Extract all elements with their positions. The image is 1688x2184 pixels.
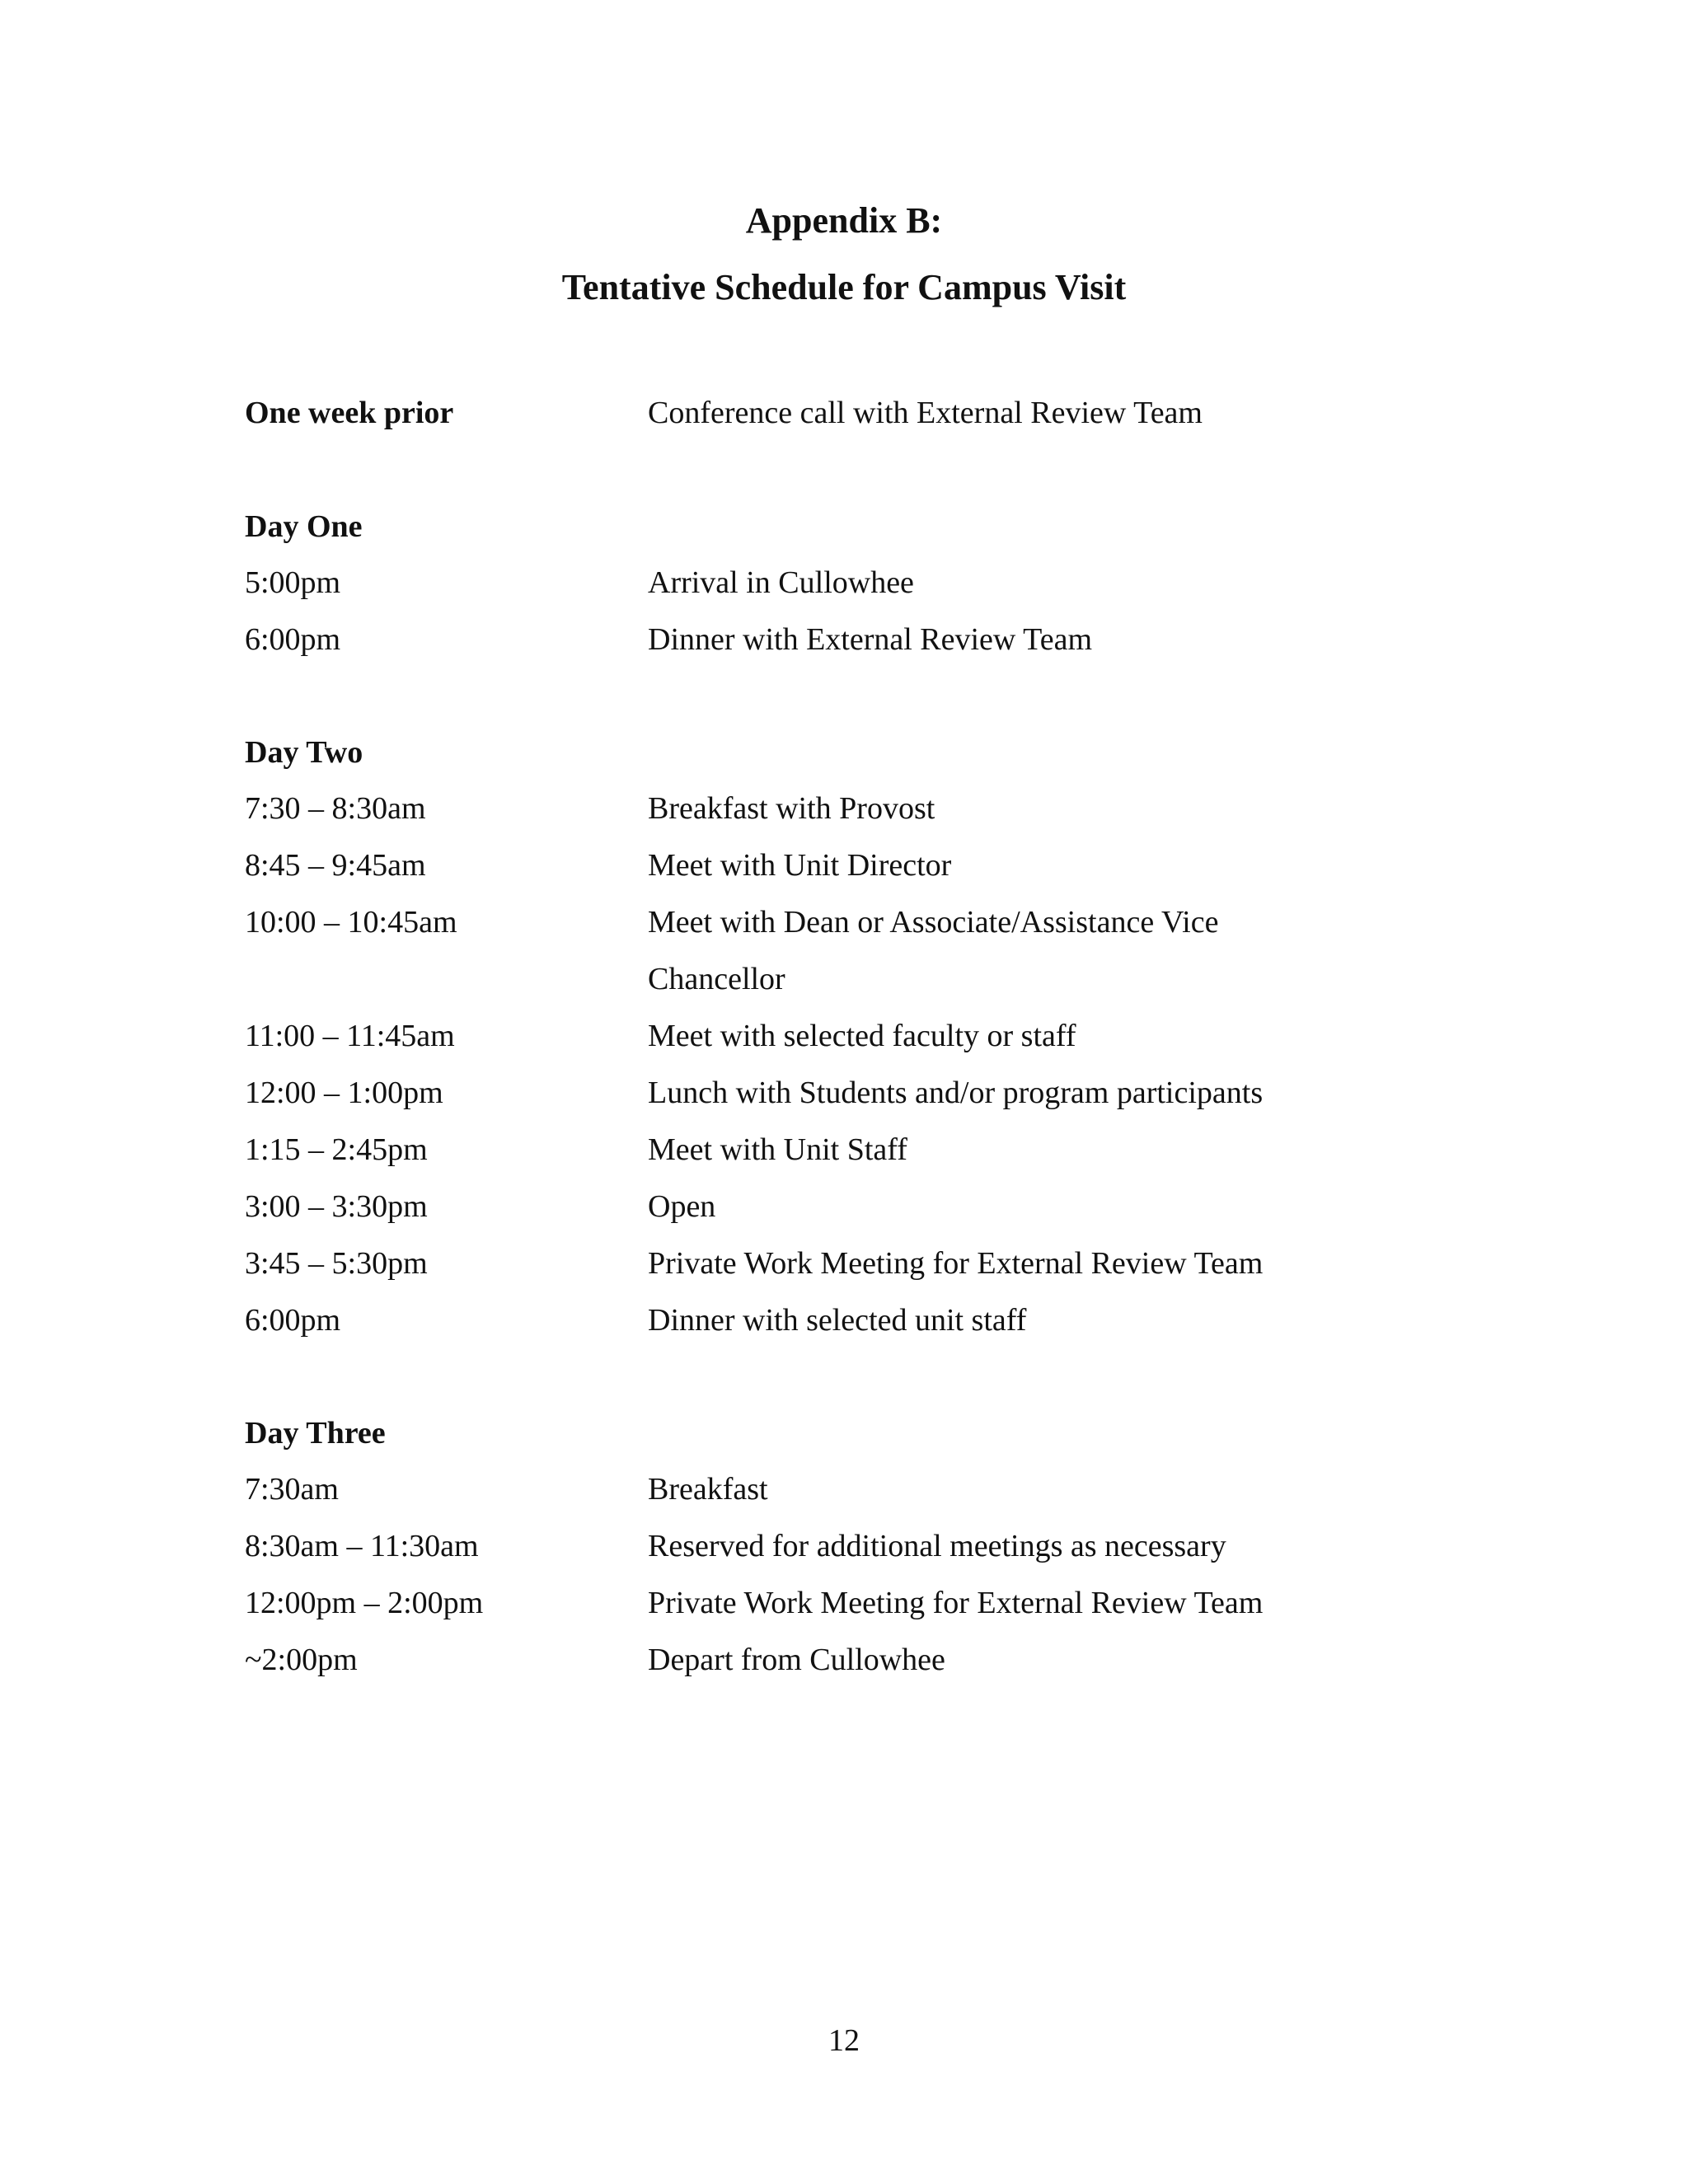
activity-cell: Meet with selected faculty or staff [648, 1019, 1076, 1053]
prior-label: One week prior [245, 396, 454, 430]
day-title: Day Two [245, 735, 363, 770]
schedule-row [0, 1077, 1688, 1118]
schedule-row [0, 850, 1688, 891]
time-cell: 6:00pm [245, 622, 341, 657]
time-cell: 11:00 – 11:45am [245, 1019, 455, 1053]
activity-cell: Breakfast [648, 1472, 768, 1507]
time-cell: 6:00pm [245, 1303, 341, 1338]
activity-cell: Depart from Cullowhee [648, 1643, 945, 1677]
day-three-heading [0, 1418, 1688, 1459]
schedule-row [0, 1305, 1688, 1346]
schedule-row [0, 1474, 1688, 1515]
schedule-row [0, 1191, 1688, 1232]
schedule-row [0, 567, 1688, 608]
activity-cell: Dinner with External Review Team [648, 622, 1093, 657]
time-cell: 8:45 – 9:45am [245, 848, 426, 883]
time-cell: 5:00pm [245, 565, 341, 600]
time-cell: 10:00 – 10:45am [245, 905, 457, 940]
schedule-row [0, 1134, 1688, 1175]
schedule-row-continuation [0, 963, 1688, 1005]
schedule-row [0, 624, 1688, 665]
schedule-row [0, 1020, 1688, 1062]
prior-activity: Conference call with External Review Team [648, 396, 1203, 430]
time-cell: 1:15 – 2:45pm [245, 1132, 428, 1167]
time-cell: 8:30am – 11:30am [245, 1529, 479, 1563]
activity-cell: Open [648, 1189, 716, 1224]
time-cell: 7:30 – 8:30am [245, 791, 426, 826]
page-number: 12 [828, 2023, 860, 2058]
time-cell: 3:45 – 5:30pm [245, 1246, 428, 1281]
day-one-heading [0, 511, 1688, 552]
activity-cell: Breakfast with Provost [648, 791, 935, 826]
activity-cell: Reserved for additional meetings as necessary [648, 1529, 1226, 1563]
time-cell: 7:30am [245, 1472, 339, 1507]
day-title: Day Three [245, 1416, 386, 1451]
activity-cell: Arrival in Cullowhee [648, 565, 914, 600]
schedule-title: Tentative Schedule for Campus Visit [561, 267, 1127, 307]
time-cell: 12:00pm – 2:00pm [245, 1586, 484, 1620]
schedule-row [0, 1248, 1688, 1289]
time-cell: 3:00 – 3:30pm [245, 1189, 428, 1224]
day-two-heading [0, 737, 1688, 778]
appendix-title: Appendix B: [745, 200, 943, 241]
activity-cell: Meet with Unit Director [648, 848, 952, 883]
time-cell: 12:00 – 1:00pm [245, 1076, 443, 1110]
activity-cell: Private Work Meeting for External Review Team [648, 1246, 1264, 1281]
activity-cell: Meet with Dean or Associate/Assistance Vice [648, 905, 1219, 940]
activity-cell-continuation: Chancellor [648, 962, 785, 996]
schedule-row [0, 1644, 1688, 1685]
schedule-row-prior [0, 397, 1688, 438]
schedule-row [0, 1530, 1688, 1572]
time-cell: ~2:00pm [245, 1643, 358, 1677]
schedule-row [0, 793, 1688, 834]
activity-cell: Lunch with Students and/or program participants [648, 1076, 1264, 1110]
schedule-row [0, 907, 1688, 948]
activity-cell: Dinner with selected unit staff [648, 1303, 1027, 1338]
activity-cell: Meet with Unit Staff [648, 1132, 907, 1167]
activity-cell: Private Work Meeting for External Review Team [648, 1586, 1264, 1620]
day-title: Day One [245, 509, 363, 544]
schedule-row [0, 1587, 1688, 1629]
